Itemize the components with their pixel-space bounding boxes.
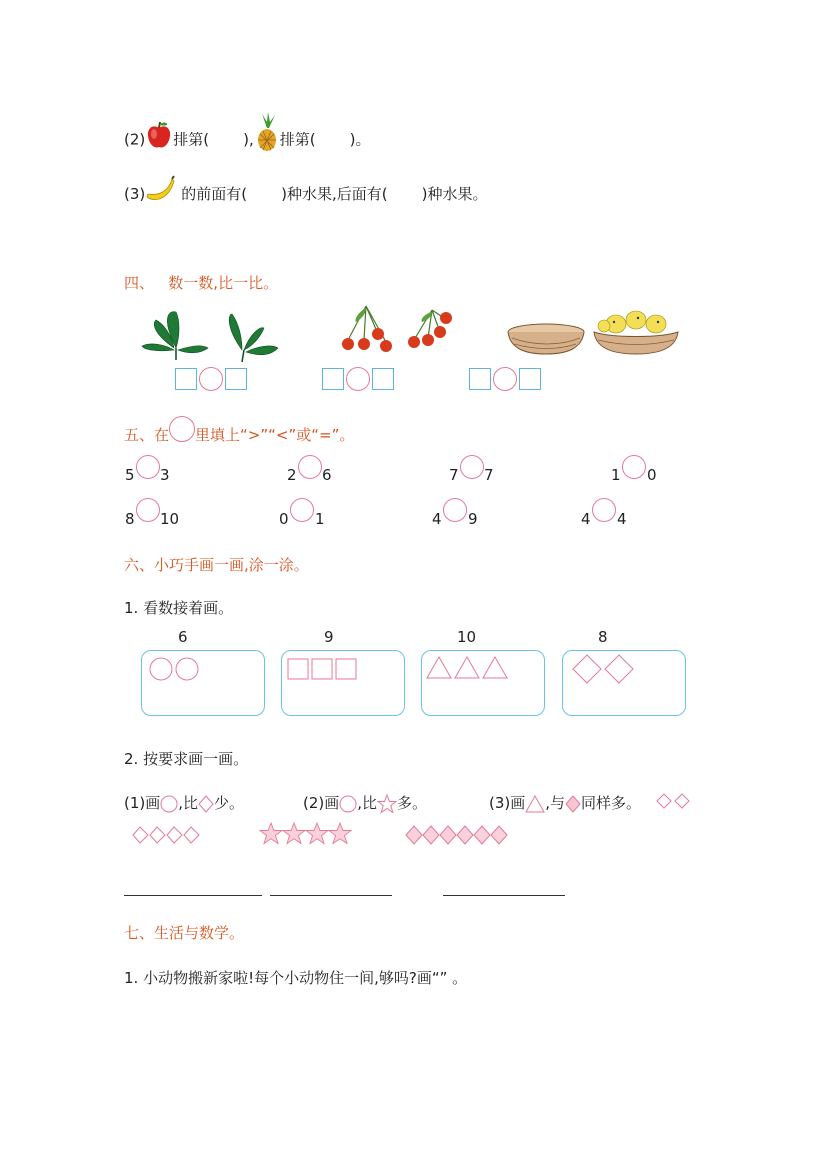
- diamond-filled-icon: [565, 795, 581, 813]
- answer-circle[interactable]: [443, 498, 467, 522]
- operand: 3: [160, 466, 170, 484]
- operand: 0: [279, 510, 289, 528]
- operand: 1: [611, 466, 621, 484]
- diamond-icon: [198, 795, 214, 813]
- operand: 8: [125, 510, 135, 528]
- answer-box[interactable]: [372, 368, 394, 390]
- answer-circle[interactable]: [460, 455, 484, 479]
- part-2: (2)画 ,比 多。: [303, 794, 428, 812]
- drawing-frame-diamonds[interactable]: [562, 650, 686, 716]
- star-row-icon: [259, 822, 355, 846]
- part-1: (1)画 ,比 少。: [124, 794, 245, 812]
- answer-circle[interactable]: [298, 455, 322, 479]
- drawing-frame-triangles[interactable]: [421, 650, 545, 716]
- answer-line-2[interactable]: [270, 895, 392, 896]
- subquestion-2: 2. 按要求画一画。: [124, 750, 249, 768]
- operand: 4: [617, 510, 627, 528]
- answer-box[interactable]: [225, 368, 247, 390]
- answer-circle[interactable]: [136, 498, 160, 522]
- apple-icon: [145, 120, 173, 150]
- answer-circle[interactable]: [346, 367, 370, 391]
- section-5-title: 五、在 里填上“>”“<”或“=”。: [124, 424, 354, 445]
- circle-shapes-icon: [148, 657, 208, 683]
- section-7-title: 七、生活与数学。: [124, 924, 245, 942]
- cherries-icon: [404, 308, 454, 352]
- diamond-filled-row-icon: [405, 825, 515, 845]
- operand: 7: [449, 466, 459, 484]
- operand: 4: [581, 510, 591, 528]
- triangle-shapes-icon: [425, 655, 515, 681]
- operand: 10: [160, 510, 180, 528]
- section-4-title: 四、 数一数,比一比。: [124, 274, 279, 292]
- diamond-row-icon: [132, 826, 204, 844]
- operand: 0: [647, 466, 657, 484]
- drawing-frame-circles[interactable]: [141, 650, 265, 716]
- answer-circle[interactable]: [136, 455, 160, 479]
- leaves-icon: [140, 306, 210, 362]
- square-shapes-icon: [287, 657, 367, 681]
- section-6-title: 六、小巧手画一画,涂一涂。: [124, 556, 309, 574]
- circle-symbol-icon: [169, 416, 195, 442]
- answer-circle[interactable]: [290, 498, 314, 522]
- answer-box[interactable]: [469, 368, 491, 390]
- answer-circle[interactable]: [622, 455, 646, 479]
- circle-icon: [339, 795, 357, 813]
- answer-line-3[interactable]: [443, 895, 565, 896]
- diamond-shapes-icon: [571, 653, 641, 685]
- answer-circle[interactable]: [199, 367, 223, 391]
- target-number: 6: [178, 628, 188, 646]
- operand: 9: [468, 510, 478, 528]
- part-3: (3)画 ,与 同样多。: [489, 794, 642, 812]
- target-number: 9: [324, 628, 334, 646]
- star-icon: [377, 794, 397, 814]
- operand: 4: [432, 510, 442, 528]
- subquestion-1: 1. 看数接着画。: [124, 599, 234, 617]
- section-7-question-1: 1. 小动物搬新家啦!每个小动物住一间,够吗?画“” 。: [124, 969, 468, 987]
- answer-circle[interactable]: [592, 498, 616, 522]
- operand: 6: [322, 466, 332, 484]
- target-number: 10: [457, 628, 477, 646]
- nest-with-chicks-icon: [590, 306, 682, 358]
- operand: 2: [287, 466, 297, 484]
- answer-box[interactable]: [322, 368, 344, 390]
- pineapple-icon: [254, 112, 280, 152]
- drawing-frame-squares[interactable]: [281, 650, 405, 716]
- circle-icon: [160, 795, 178, 813]
- question-2: (2) 排第( ), 排第( )。: [124, 128, 370, 152]
- triangle-icon: [525, 795, 545, 813]
- operand: 7: [484, 466, 494, 484]
- cherries-icon: [336, 304, 394, 354]
- answer-box[interactable]: [175, 368, 197, 390]
- question-3: (3) 的前面有( )种水果,后面有( )种水果。: [124, 183, 487, 205]
- banana-icon: [145, 175, 177, 205]
- answer-line-1[interactable]: [124, 895, 262, 896]
- answer-box[interactable]: [519, 368, 541, 390]
- operand: 5: [125, 466, 135, 484]
- operand: 1: [315, 510, 325, 528]
- answer-circle[interactable]: [493, 367, 517, 391]
- target-number: 8: [598, 628, 608, 646]
- empty-nest-icon: [504, 318, 588, 358]
- leaves-icon: [216, 310, 280, 364]
- diamond-row-icon: [656, 793, 692, 809]
